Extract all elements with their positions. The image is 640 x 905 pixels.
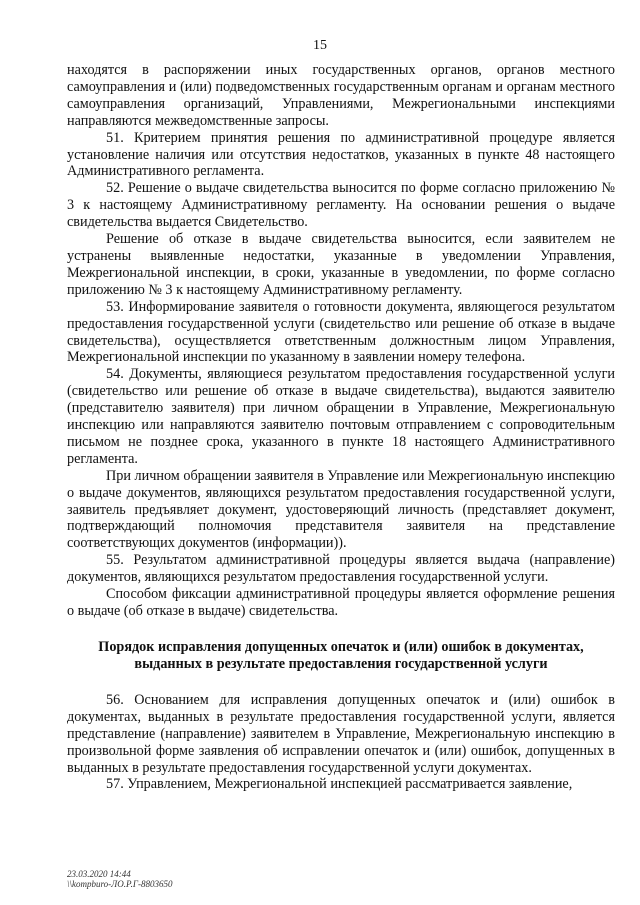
paragraph-51: 51. Критерием принятия решения по административной процедуре является установление наличия или отсутствия недостатков, указанных в пункте 48 настоящего Административного регламента. <box>67 129 615 180</box>
footer-date: 23.03.2020 14:44 <box>67 869 131 879</box>
footer-file-path: \\kompburo-ЛО.Р.Г-8803650 <box>67 879 173 889</box>
document-body <box>67 62 615 793</box>
paragraph-55: 55. Результатом административной процедуры является выдача (направление) документов, являющихся результатом предоставления государственной услуги. <box>67 552 615 586</box>
page-number: 15 <box>313 38 327 53</box>
paragraph-57: 57. Управлением, Межрегиональной инспекцией рассматривается заявление, <box>106 776 573 793</box>
paragraph-52: 52. Решение о выдаче свидетельства выносится по форме согласно приложению № 3 к настоящему Административному регламенту. На основании решения о выдаче свидетельства выдается Свидетельство. <box>67 180 615 231</box>
paragraph-fixation-method: Способом фиксации административной процедуры является оформление решения о выдаче (об отказе в выдаче) свидетельства. <box>67 586 615 619</box>
paragraph-53: 53. Информирование заявителя о готовности документа, являющегося результатом предоставления государственной услуги (свидетельство или решение об отказе в выдаче свидетельства), осуществляется ответственным должностным лицом Управления, Межрегиональной инспекции по указанному в заявлении номеру телефона. <box>67 298 615 366</box>
paragraph-personal-visit: При личном обращении заявителя в Управление или Межрегиональную инспекцию о выдаче документов, являющихся результатом предоставления государственной услуги, заявитель предъявляет документ, удостоверяющий личность (представляет документ, подтверждающий полномочия представителя заявителя на представление соответствующих документов (информации)). <box>67 467 615 552</box>
paragraph-continuation: находятся в распоряжении иных государственных органов, органов местного самоуправления и (или) подведомственных государственным органам и органам местного самоуправления организаций, Управлениями, Межрегиональными инспекциями направляются межведомственные запросы. <box>67 62 615 129</box>
section-heading-line-1: Порядок исправления допущенных опечаток и (или) ошибок в документах, <box>98 638 584 655</box>
section-heading <box>67 639 615 674</box>
section-heading-line-2: выданных в результате предоставления государственной услуги <box>134 656 548 673</box>
paragraph-refusal-decision: Решение об отказе в выдаче свидетельства выносится, если заявителем не устранены выявленные недостатки, указанные в уведомлении Управления, Межрегиональной инспекции, в сроки, указанные в уведомлении, по форме согласно приложению № 3 к настоящему Административному регламенту. <box>67 231 615 298</box>
paragraph-56: 56. Основанием для исправления допущенных опечаток и (или) ошибок в документах, выданных в результате предоставления государственной услуги, является представление (направление) заявителем в Управление, Межрегиональную инспекцию в произвольной форме заявления об исправлении опечаток и (или) ошибок, допущенных в выданных в результате предоставления государственной услуги документах. <box>67 691 615 776</box>
document-footer <box>67 869 172 889</box>
paragraph-54: 54. Документы, являющиеся результатом предоставления государственной услуги (свидетельство или решение об отказе в выдаче свидетельства), выдаются заявителю (представителю заявителя) при личном обращении в Управление, Межрегиональную инспекцию или направляются заявителю почтовым отправлением с сопроводительным письмом не позднее срока, указанного в пункте 18 настоящего Административного регламента. <box>67 366 615 467</box>
